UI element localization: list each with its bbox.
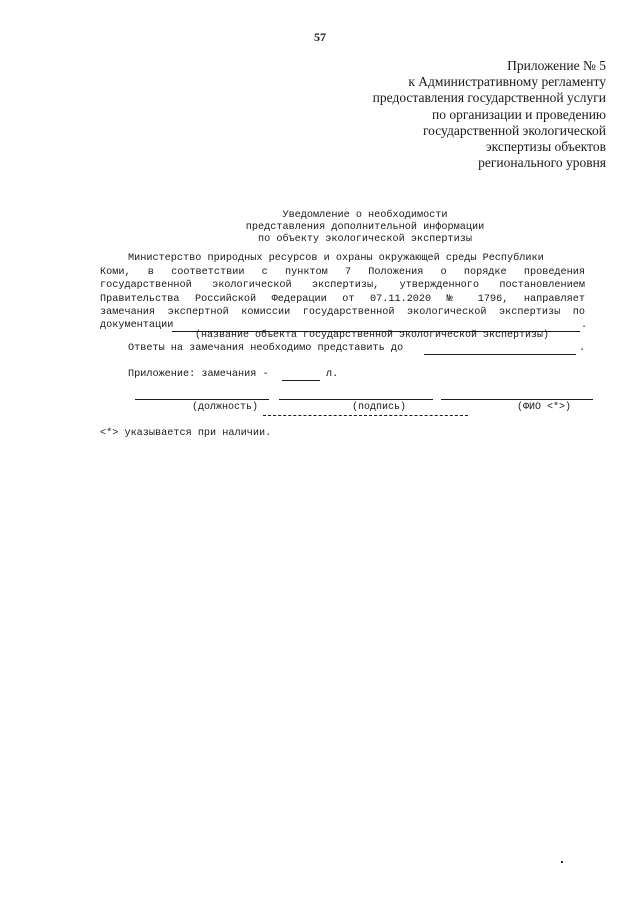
document-title	[150, 210, 580, 246]
footnote-separator	[263, 415, 468, 416]
signature-field-line	[279, 399, 433, 400]
annex-line: к Административному регламенту	[408, 74, 606, 90]
object-name-caption: (название объекта государственной экологической экспертизы)	[195, 330, 550, 341]
body-line: государственной экологической экспертизы, утвержденного постановлением	[100, 280, 585, 291]
name-field-line	[441, 399, 593, 400]
position-field-line	[135, 399, 269, 400]
title-line: по объекту экологической экспертизы	[258, 234, 472, 245]
position-caption: (должность)	[192, 402, 259, 413]
name-caption: (ФИО <*>)	[517, 402, 572, 413]
body-line: замечания экспертной комиссии государственной экологической экспертизы по	[100, 307, 585, 318]
period: .	[579, 343, 586, 354]
answers-text: Ответы на замечания необходимо представить до	[128, 343, 404, 354]
body-line: Министерство природных ресурсов и охраны окружающей среды Республики	[128, 253, 544, 264]
answers-date-field-line	[424, 354, 576, 355]
footnote: <*> указывается при наличии.	[100, 428, 272, 439]
page-number: 57	[314, 30, 326, 44]
signature-caption: (подпись)	[352, 402, 407, 413]
body-line: Правительства Российской Федерации от 07.11.2020 № 1796, направляет	[100, 294, 585, 305]
scan-speck	[561, 861, 563, 863]
sheets-suffix: л.	[326, 369, 339, 380]
period: .	[581, 320, 588, 331]
annex-line: регионального уровня	[478, 155, 606, 171]
annex-remarks-text: Приложение: замечания -	[128, 369, 269, 380]
annex-line: Приложение № 5	[507, 58, 606, 73]
sheet-count-field-line	[282, 380, 320, 381]
body-line: Коми, в соответствии с пунктом 7 Положения о порядке проведения	[100, 267, 585, 278]
annex-header	[306, 58, 606, 171]
annex-line: предоставления государственной услуги	[372, 90, 606, 106]
documentation-label: документации	[100, 320, 174, 331]
annex-line: по организации и проведению	[431, 106, 606, 122]
annex-line: государственной экологической	[422, 122, 606, 138]
title-line: Уведомление о необходимости	[282, 210, 448, 221]
title-line: представления дополнительной информации	[245, 222, 485, 233]
annex-line: экспертизы объектов	[485, 139, 606, 155]
